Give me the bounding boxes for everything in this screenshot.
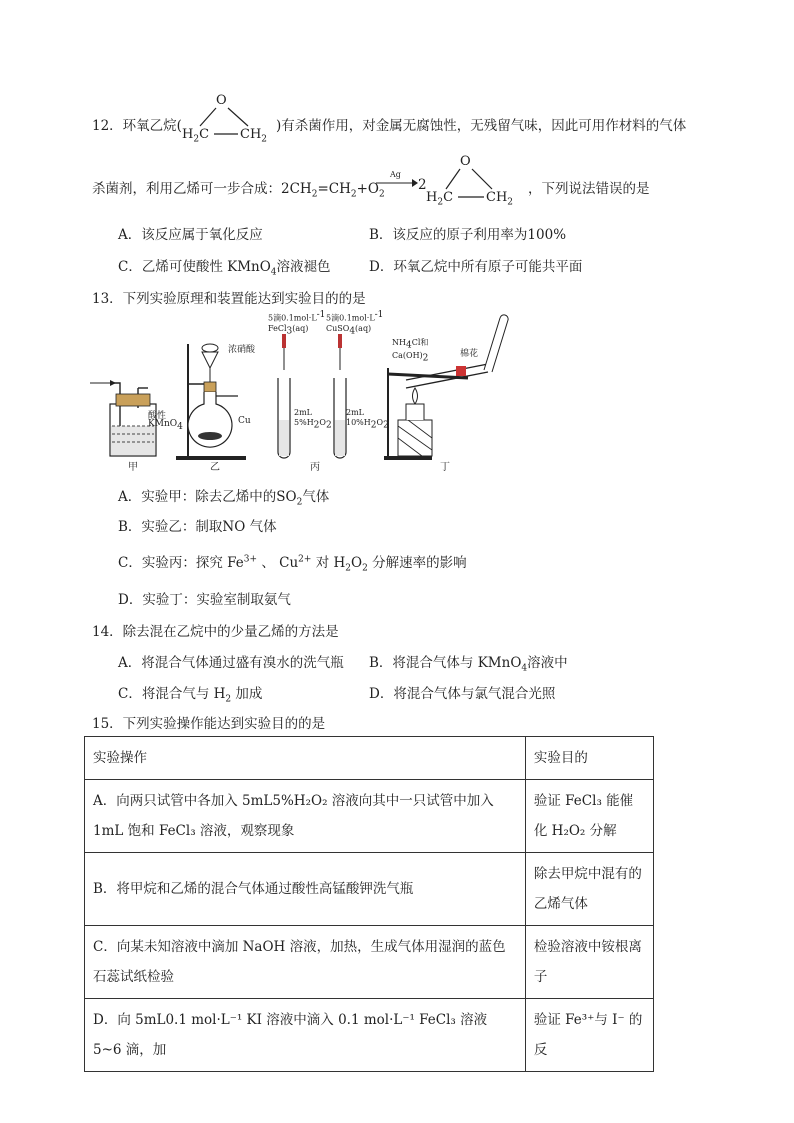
q12-option-b[interactable]: B．该反应的原子利用率为100% — [369, 227, 567, 243]
q12-line2-tail: ，下列说法错误的是 — [528, 181, 650, 197]
header-goal: 实验目的 — [525, 737, 653, 780]
label-bing: 丙 — [310, 462, 320, 473]
q14-option-c[interactable]: C．将混合气与 $H_2$ 加成 — [118, 686, 263, 705]
q12-line1-rest: )有杀菌作用，对金属无腐蚀性，无残留气味，因此可用作材料的气体 — [276, 118, 687, 134]
q12-option-d[interactable]: D．环氧乙烷中所有原子可能共平面 — [369, 259, 583, 275]
label-reagents: $NH_4Cl$和 $Ca(OH)_2$ — [392, 338, 429, 364]
label-kmno4-a: 酸性 — [148, 411, 167, 421]
q12-coefficient: 2 — [418, 177, 427, 193]
label-mianhua: 棉花 — [460, 349, 479, 359]
label-tube1: 2mL $5\%H_2O_2$ — [294, 408, 332, 431]
q13-stem: 13．下列实验原理和装置能达到实验目的的是 — [92, 291, 366, 307]
label-drop2: 5滴$0.1mol\cdot L^{-1}$ CuSO$_4$(aq) — [326, 310, 384, 337]
q13-option-d[interactable]: D．实验丁：实验室制取氨气 — [118, 592, 291, 608]
q13-option-a[interactable]: A．实验甲：除去乙烯中的$SO_2$气体 — [118, 489, 330, 508]
q14-option-d[interactable]: D．将混合气体与氯气混合光照 — [369, 686, 556, 702]
q12-option-c[interactable]: C．乙烯可使酸性 KMnO$_4$溶液褪色 — [118, 259, 331, 278]
epoxide-left-1: $H_2C$ — [182, 127, 210, 145]
reaction-arrow — [374, 172, 418, 192]
epoxide-o-1: O — [216, 93, 227, 108]
table-row — [85, 926, 654, 999]
table-header-row — [85, 737, 654, 780]
row-a-operation: A．向两只试管中各加入 5mL5%H₂O₂ 溶液向其中一只试管中加入 1mL 饱和 FeCl₃ 溶液，观察现象 — [85, 780, 526, 853]
label-ding: 丁 — [440, 462, 450, 473]
row-a-goal: 验证 FeCl₃ 能催化 H₂O₂ 分解 — [525, 780, 653, 853]
label-kmno4-b: KMnO$_4$ — [148, 419, 183, 432]
apparatus-diagram — [88, 308, 528, 478]
header-operation: 实验操作 — [85, 737, 526, 780]
table-row — [85, 780, 654, 853]
q15-table — [84, 736, 654, 1072]
q14-option-a[interactable]: A．将混合气体通过盛有溴水的洗气瓶 — [118, 655, 344, 671]
row-d-goal: 验证 Fe³⁺与 I⁻ 的反 — [525, 999, 653, 1072]
label-jia: 甲 — [128, 462, 138, 473]
label-drop1: 5滴$0.1mol\cdot L^{-1}$ FeCl$_3$(aq) — [268, 310, 326, 337]
row-b-goal: 除去甲烷中混有的乙烯气体 — [525, 853, 653, 926]
epoxide-structure-2 — [426, 155, 526, 211]
q14-option-b[interactable]: B．将混合气体与 KMnO$_4$溶液中 — [369, 655, 568, 674]
label-cu: Cu — [238, 416, 251, 426]
label-tube2: 2mL $10\%H_2O_2$ — [346, 408, 389, 431]
row-c-operation: C．向某未知溶液中滴加 NaOH 溶液，加热，生成气体用湿润的蓝色石蕊试纸检验 — [85, 926, 526, 999]
q12-line2: 杀菌剂，利用乙烯可一步合成：$2CH_2=CH_2+O_2$ — [92, 181, 385, 200]
epoxide-o-2: O — [460, 154, 471, 169]
catalyst-label: Ag — [390, 170, 401, 179]
epoxide-left-2: $H_2C$ — [426, 190, 454, 208]
q12-line1 — [92, 114, 182, 134]
table-row — [85, 853, 654, 926]
row-d-operation: D．向 5mL0.1 mol·L⁻¹ KI 溶液中滴入 0.1 mol·L⁻¹ FeCl₃ 溶液 5~6 滴，加 — [85, 999, 526, 1072]
q13-option-c[interactable]: C．实验丙：探究 $Fe^{3+}$ 、 $Cu^{2+}$ 对 $H_2O_2$ 分解速率的影响 — [118, 554, 467, 574]
epoxide-right-1: $CH_2$ — [240, 127, 268, 145]
row-c-goal: 检验溶液中铵根离子 — [525, 926, 653, 999]
q13-option-b[interactable]: B．实验乙：制取NO 气体 — [118, 519, 277, 535]
epoxide-right-2: $CH_2$ — [486, 190, 514, 208]
q14-stem: 14．除去混在乙烷中的少量乙烯的方法是 — [92, 624, 339, 640]
epoxide-structure-1 — [178, 94, 278, 146]
q12-option-a[interactable]: A．该反应属于氧化反应 — [118, 227, 263, 243]
q15-stem: 15．下列实验操作能达到实验目的的是 — [92, 716, 326, 732]
row-b-operation: B．将甲烷和乙烯的混合气体通过酸性高锰酸钾洗气瓶 — [85, 853, 526, 926]
q12-prefix: 12．环氧乙烷( — [92, 118, 182, 134]
table-row — [85, 999, 654, 1072]
label-conc-acid: 浓硝酸 — [228, 345, 256, 355]
label-yi: 乙 — [210, 462, 220, 473]
